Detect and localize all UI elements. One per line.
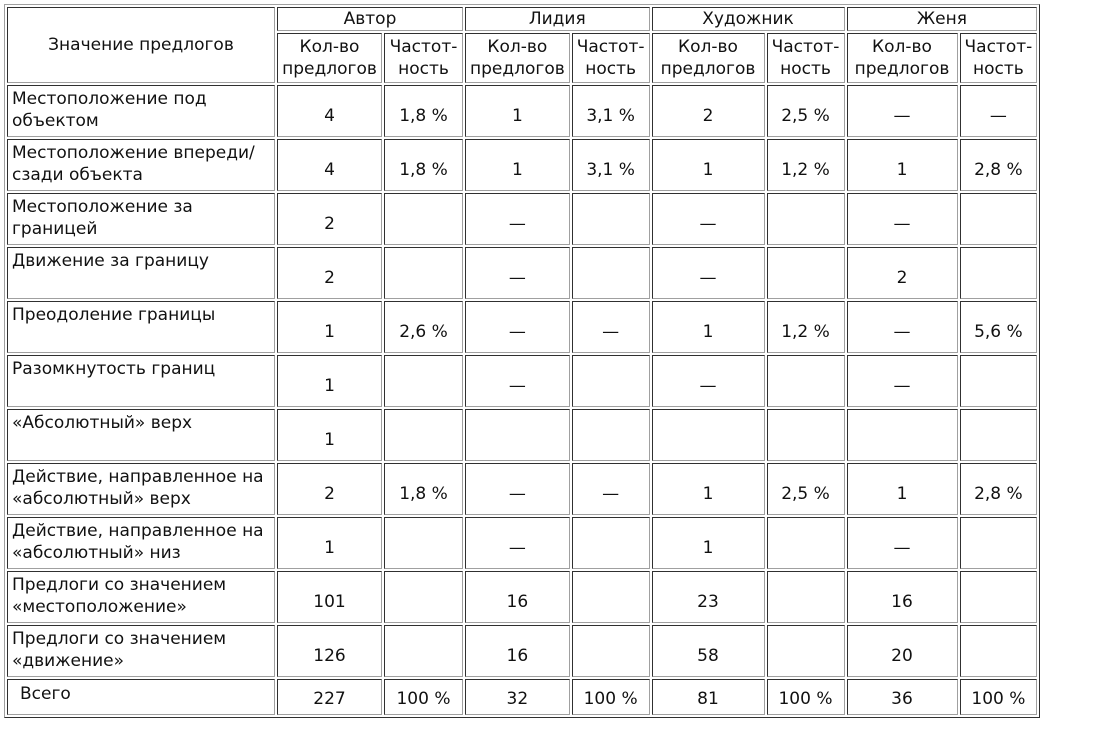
frequency-cell — [572, 517, 650, 569]
row-label: Местоположение впереди/сзади объекта — [7, 139, 275, 191]
frequency-cell: 1,8 % — [384, 85, 463, 137]
frequency-cell — [767, 409, 845, 461]
count-cell: 1 — [652, 139, 765, 191]
count-cell: — — [465, 301, 570, 353]
count-cell: — — [465, 355, 570, 407]
frequency-cell: 3,1 % — [572, 139, 650, 191]
count-cell: — — [465, 517, 570, 569]
count-cell: 1 — [277, 301, 382, 353]
frequency-cell — [767, 625, 845, 677]
total-row — [7, 679, 1037, 715]
frequency-cell — [767, 355, 845, 407]
count-cell: 1 — [277, 409, 382, 461]
frequency-cell: 2,6 % — [384, 301, 463, 353]
frequency-cell — [384, 247, 463, 299]
frequency-cell — [960, 571, 1038, 623]
meaning-header: Значение предлогов — [7, 7, 275, 83]
frequency-cell: 1,2 % — [767, 139, 845, 191]
row-label: Местоположение под объектом — [7, 85, 275, 137]
row-label: Действие, направленное на «абсолютный» верх — [7, 463, 275, 515]
count-cell: 23 — [652, 571, 765, 623]
freq-subheader: Частот-ность — [572, 33, 650, 83]
count-cell: — — [465, 247, 570, 299]
row-label: Движение за границу — [7, 247, 275, 299]
frequency-cell: 1,8 % — [384, 463, 463, 515]
group-header-zhenya: Женя — [847, 7, 1038, 31]
row-label: Местоположение за границей — [7, 193, 275, 245]
table-row — [7, 571, 1037, 623]
frequency-cell — [767, 247, 845, 299]
count-cell: — — [847, 355, 958, 407]
count-cell: — — [465, 463, 570, 515]
frequency-cell — [384, 193, 463, 245]
total-count-cell: 36 — [847, 679, 958, 715]
frequency-cell: — — [572, 463, 650, 515]
table-row — [7, 193, 1037, 245]
table-row — [7, 355, 1037, 407]
count-subheader: Кол-во предлогов — [465, 33, 570, 83]
total-label: Всего — [7, 679, 275, 715]
count-cell: 2 — [847, 247, 958, 299]
frequency-cell — [960, 355, 1038, 407]
count-cell — [652, 409, 765, 461]
count-cell: 1 — [465, 85, 570, 137]
row-label: Преодоление границы — [7, 301, 275, 353]
row-label: Действие, направленное на «абсолютный» низ — [7, 517, 275, 569]
frequency-cell: 2,8 % — [960, 463, 1038, 515]
frequency-cell: 2,5 % — [767, 85, 845, 137]
frequency-cell — [960, 247, 1038, 299]
count-cell: — — [465, 193, 570, 245]
frequency-cell: — — [572, 301, 650, 353]
frequency-cell — [960, 193, 1038, 245]
frequency-cell — [767, 517, 845, 569]
frequency-cell: — — [960, 85, 1038, 137]
count-cell: 2 — [277, 193, 382, 245]
count-cell: 2 — [652, 85, 765, 137]
count-subheader: Кол-во предлогов — [847, 33, 958, 83]
count-cell: 1 — [652, 517, 765, 569]
count-subheader: Кол-во предлогов — [652, 33, 765, 83]
frequency-cell: 1,2 % — [767, 301, 845, 353]
count-cell: 2 — [277, 247, 382, 299]
count-cell: — — [847, 301, 958, 353]
frequency-cell — [384, 625, 463, 677]
count-cell: 1 — [277, 355, 382, 407]
frequency-cell — [572, 355, 650, 407]
frequency-cell: 2,5 % — [767, 463, 845, 515]
table-row — [7, 625, 1037, 677]
total-frequency-cell: 100 % — [767, 679, 845, 715]
group-header-artist: Художник — [652, 7, 845, 31]
count-cell: 1 — [277, 517, 382, 569]
group-header-lidia: Лидия — [465, 7, 650, 31]
total-frequency-cell: 100 % — [960, 679, 1038, 715]
row-label: Разомкнутость границ — [7, 355, 275, 407]
row-label: «Абсолютный» верх — [7, 409, 275, 461]
prepositions-table — [4, 4, 1040, 718]
table-row — [7, 517, 1037, 569]
frequency-cell — [384, 409, 463, 461]
row-label: Предлоги со значением «местоположение» — [7, 571, 275, 623]
frequency-cell: 3,1 % — [572, 85, 650, 137]
table-row — [7, 409, 1037, 461]
count-cell: 20 — [847, 625, 958, 677]
count-cell: — — [847, 85, 958, 137]
count-subheader: Кол-во предлогов — [277, 33, 382, 83]
count-cell: 16 — [465, 625, 570, 677]
frequency-cell — [384, 571, 463, 623]
freq-subheader: Частот-ность — [960, 33, 1038, 83]
frequency-cell: 1,8 % — [384, 139, 463, 191]
count-cell: 4 — [277, 139, 382, 191]
count-cell: — — [847, 517, 958, 569]
count-cell — [465, 409, 570, 461]
total-count-cell: 32 — [465, 679, 570, 715]
frequency-cell — [572, 409, 650, 461]
count-cell: 1 — [847, 139, 958, 191]
frequency-cell — [384, 517, 463, 569]
count-cell: 58 — [652, 625, 765, 677]
count-cell: 16 — [465, 571, 570, 623]
table-row — [7, 85, 1037, 137]
count-cell: 101 — [277, 571, 382, 623]
total-count-cell: 227 — [277, 679, 382, 715]
count-cell: 2 — [277, 463, 382, 515]
count-cell: 1 — [465, 139, 570, 191]
count-cell: 16 — [847, 571, 958, 623]
count-cell: — — [847, 193, 958, 245]
total-count-cell: 81 — [652, 679, 765, 715]
count-cell: 1 — [847, 463, 958, 515]
frequency-cell: 2,8 % — [960, 139, 1038, 191]
frequency-cell — [767, 193, 845, 245]
table-row — [7, 463, 1037, 515]
table-row — [7, 301, 1037, 353]
frequency-cell — [960, 625, 1038, 677]
count-cell: 126 — [277, 625, 382, 677]
total-frequency-cell: 100 % — [572, 679, 650, 715]
frequency-cell — [572, 193, 650, 245]
table-row — [7, 247, 1037, 299]
count-cell: — — [652, 193, 765, 245]
freq-subheader: Частот-ность — [767, 33, 845, 83]
frequency-cell: 5,6 % — [960, 301, 1038, 353]
frequency-cell — [960, 517, 1038, 569]
count-cell — [847, 409, 958, 461]
count-cell: 4 — [277, 85, 382, 137]
row-label: Предлоги со значением «движение» — [7, 625, 275, 677]
count-cell: 1 — [652, 463, 765, 515]
frequency-cell — [572, 625, 650, 677]
count-cell: 1 — [652, 301, 765, 353]
total-frequency-cell: 100 % — [384, 679, 463, 715]
frequency-cell — [960, 409, 1038, 461]
table-row — [7, 139, 1037, 191]
frequency-cell — [572, 247, 650, 299]
freq-subheader: Частот-ность — [384, 33, 463, 83]
frequency-cell — [384, 355, 463, 407]
group-header-author: Автор — [277, 7, 463, 31]
count-cell: — — [652, 247, 765, 299]
frequency-cell — [572, 571, 650, 623]
count-cell: — — [652, 355, 765, 407]
frequency-cell — [767, 571, 845, 623]
